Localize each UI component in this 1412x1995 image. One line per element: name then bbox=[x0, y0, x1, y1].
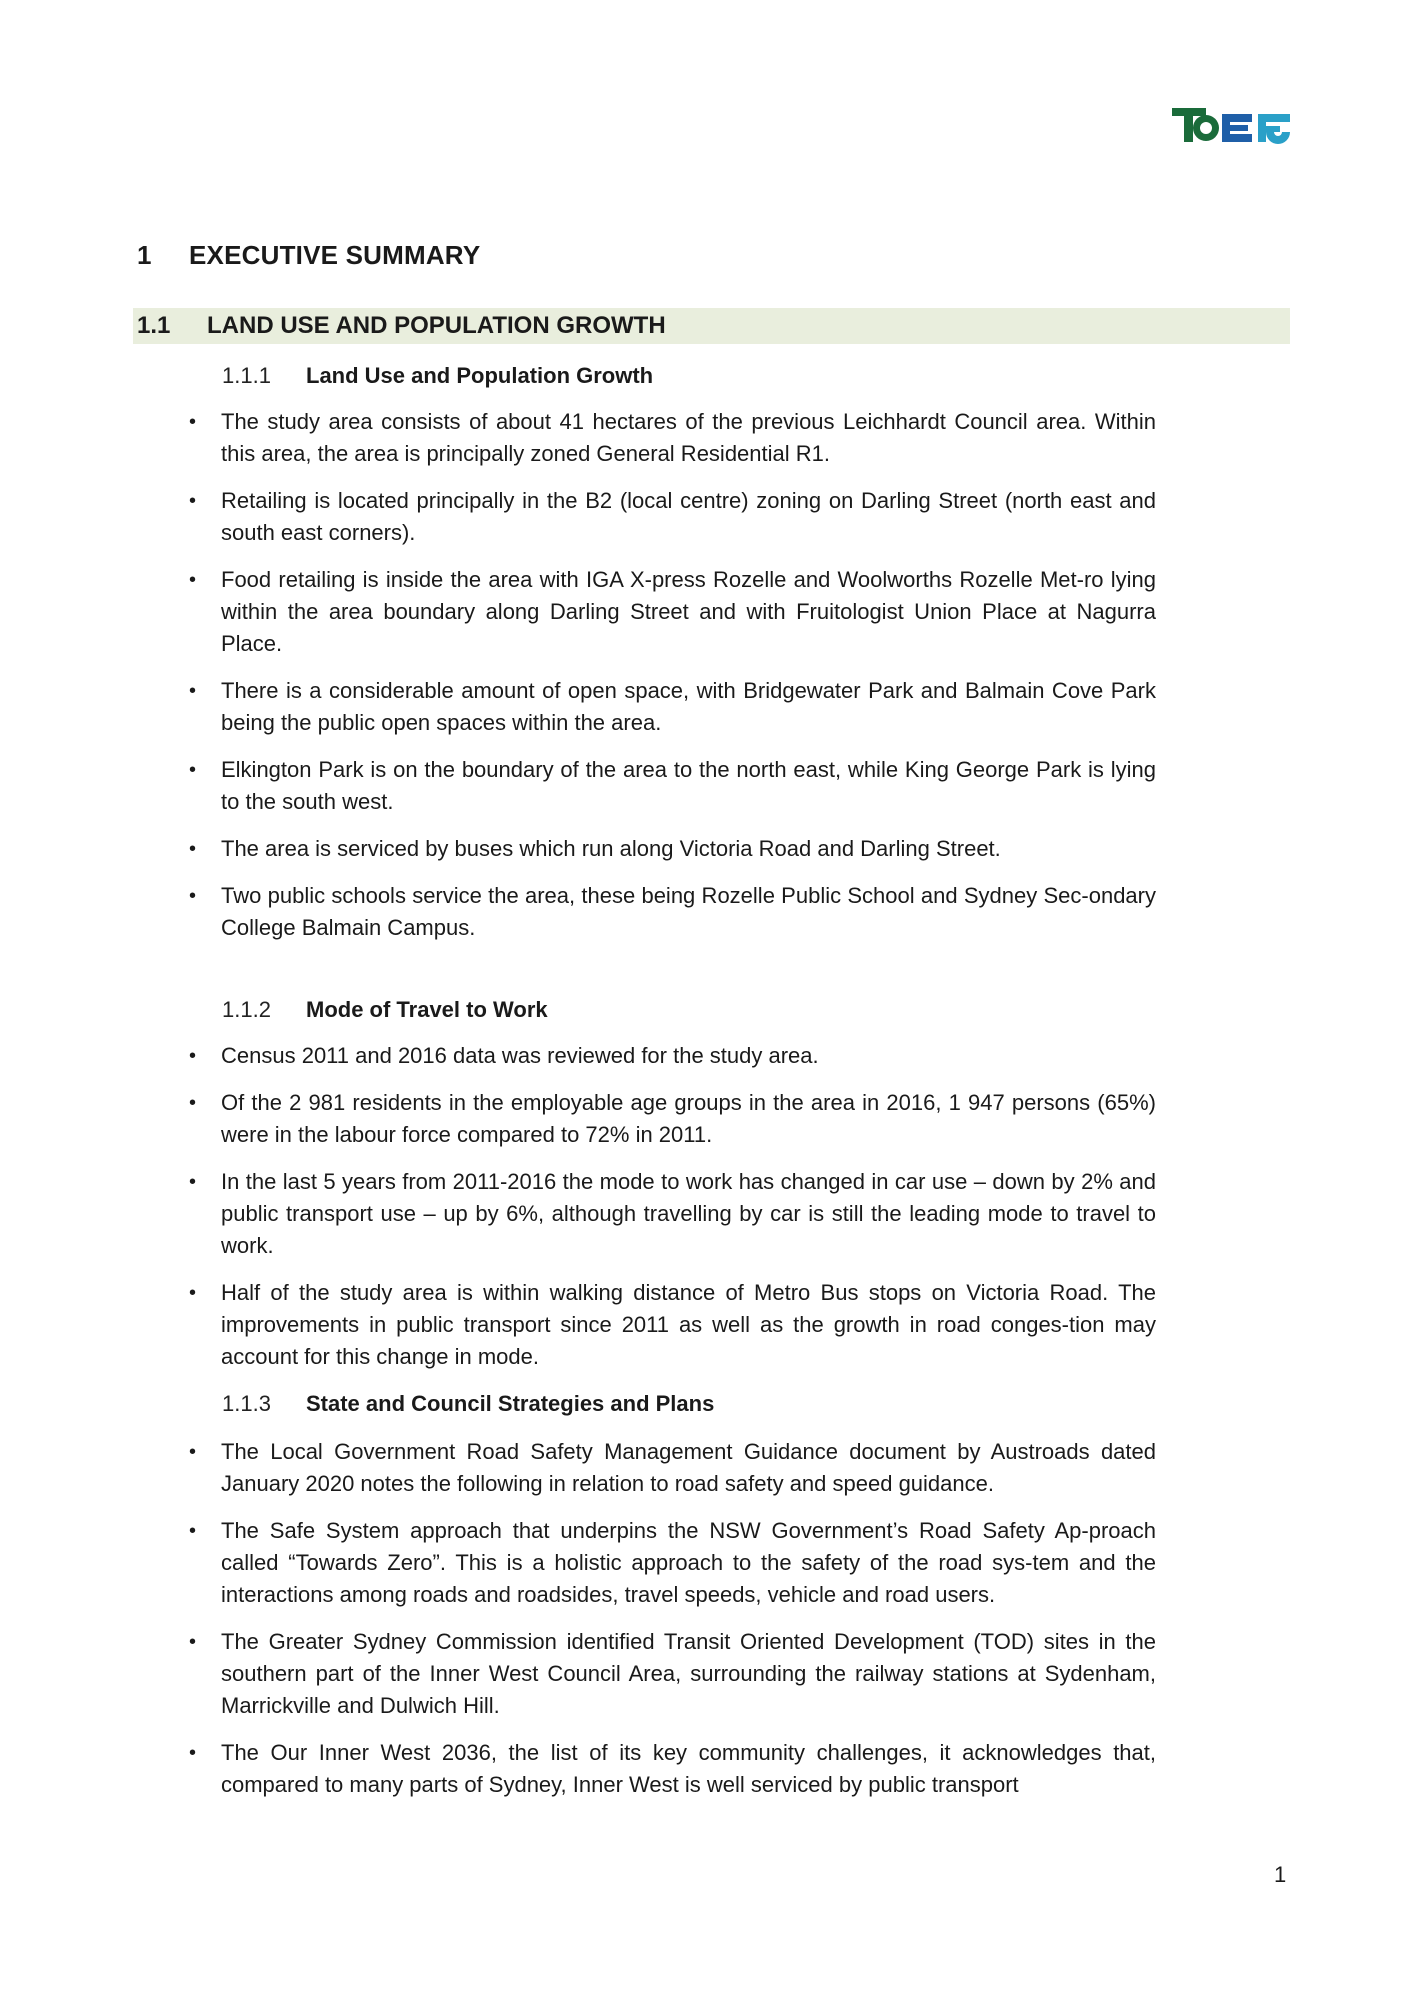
bullet-icon: • bbox=[189, 1631, 197, 1653]
list-item bbox=[189, 880, 1156, 944]
bullet-icon: • bbox=[189, 680, 197, 702]
bullet-icon: • bbox=[189, 1742, 197, 1764]
bullet-icon: • bbox=[189, 1520, 197, 1542]
list-item-text: Food retailing is inside the area with IGA X-press Rozelle and Woolworths Rozelle Met-ro lying within the area boundary along Darling Street and with Fruitologist Union Place at Nagurra Place. bbox=[221, 567, 1156, 656]
list-item bbox=[189, 1040, 1156, 1072]
list-item bbox=[189, 1277, 1156, 1373]
heading-title: EXECUTIVE SUMMARY bbox=[189, 240, 481, 270]
bullet-icon: • bbox=[189, 1171, 197, 1193]
list-item bbox=[189, 675, 1156, 739]
list-item-text: In the last 5 years from 2011-2016 the mode to work has changed in car use – down by 2% and public transport use – up by 6%, although travelling by car is still the leading mode to travel to work. bbox=[221, 1169, 1156, 1258]
list-item-text: The area is serviced by buses which run along Victoria Road and Darling Street. bbox=[221, 836, 1001, 861]
list-item-text: Half of the study area is within walking distance of Metro Bus stops on Victoria Road. The improvements in public transport since 2011 as well as the growth in road conges-tion may account for this change in mode. bbox=[221, 1280, 1156, 1369]
list-item bbox=[189, 564, 1156, 660]
section-heading-1 bbox=[137, 240, 480, 271]
subsection-title: Mode of Travel to Work bbox=[306, 997, 548, 1022]
bullet-list bbox=[0, 1040, 1156, 1388]
list-item-text: Retailing is located principally in the B2 (local centre) zoning on Darling Street (north east and south east corners). bbox=[221, 488, 1156, 545]
list-item-text: There is a considerable amount of open space, with Bridgewater Park and Balmain Cove Park being the public open spaces within the area. bbox=[221, 678, 1156, 735]
subsection-number: 1.1.1 bbox=[222, 363, 271, 388]
bullet-icon: • bbox=[189, 1441, 197, 1463]
company-logo bbox=[1170, 104, 1292, 144]
section-heading-2 bbox=[133, 308, 1290, 344]
subsection-number: 1.1.3 bbox=[222, 1391, 271, 1416]
bullet-icon: • bbox=[189, 885, 197, 907]
bullet-icon: • bbox=[189, 1092, 197, 1114]
list-item bbox=[189, 1166, 1156, 1262]
list-item bbox=[189, 1626, 1156, 1722]
list-item bbox=[189, 1436, 1156, 1500]
list-item-text: Census 2011 and 2016 data was reviewed for the study area. bbox=[221, 1043, 819, 1068]
subsection-heading bbox=[222, 995, 548, 1025]
heading-number: 1 bbox=[137, 240, 152, 270]
bullet-icon: • bbox=[189, 411, 197, 433]
list-item-text: The Greater Sydney Commission identified Transit Oriented Development (TOD) sites in the southern part of the Inner West Council Area, surrounding the railway stations at Sydenham, Marrickville and Dulwich Hill. bbox=[221, 1629, 1156, 1718]
list-item-text: The Local Government Road Safety Management Guidance document by Austroads dated January 2020 notes the following in relation to road safety and speed guidance. bbox=[221, 1439, 1156, 1496]
heading-number: 1.1 bbox=[137, 312, 171, 339]
list-item bbox=[189, 406, 1156, 470]
bullet-icon: • bbox=[189, 569, 197, 591]
list-item-text: The Safe System approach that underpins the NSW Government’s Road Safety Ap-proach called “Towards Zero”. This is a holistic approach to the safety of the road sys-tem and the interactions among roads and roadsides, travel speeds, vehicle and road users. bbox=[221, 1518, 1156, 1607]
heading-title: LAND USE AND POPULATION GROWTH bbox=[207, 312, 666, 339]
list-item bbox=[189, 1515, 1156, 1611]
list-item bbox=[189, 754, 1156, 818]
list-item-text: Two public schools service the area, these being Rozelle Public School and Sydney Sec-ondary College Balmain Campus. bbox=[221, 883, 1156, 940]
page-number: 1 bbox=[1274, 1862, 1287, 1887]
subsection-title: State and Council Strategies and Plans bbox=[306, 1391, 715, 1416]
bullet-list bbox=[0, 1436, 1156, 1816]
subsection-heading bbox=[222, 361, 653, 391]
subsection-title: Land Use and Population Growth bbox=[306, 363, 654, 388]
bullet-icon: • bbox=[189, 1045, 197, 1067]
subsection-heading bbox=[222, 1389, 714, 1419]
list-item-text: The Our Inner West 2036, the list of its key community challenges, it acknowledges that, compared to many parts of Sydney, Inner West is well serviced by public transport bbox=[221, 1740, 1156, 1797]
bullet-list bbox=[0, 406, 1156, 959]
bullet-icon: • bbox=[189, 1282, 197, 1304]
list-item-text: Of the 2 981 residents in the employable age groups in the area in 2016, 1 947 persons (65%) were in the labour force compared to 72% in 2011. bbox=[221, 1090, 1156, 1147]
list-item bbox=[189, 833, 1156, 865]
bullet-icon: • bbox=[189, 838, 197, 860]
list-item bbox=[189, 1087, 1156, 1151]
list-item-text: The study area consists of about 41 hectares of the previous Leichhardt Council area. Within this area, the area is principally zoned General Residential R1. bbox=[221, 409, 1156, 466]
list-item bbox=[189, 485, 1156, 549]
subsection-number: 1.1.2 bbox=[222, 997, 271, 1022]
bullet-icon: • bbox=[189, 490, 197, 512]
list-item bbox=[189, 1737, 1156, 1801]
bullet-icon: • bbox=[189, 759, 197, 781]
list-item-text: Elkington Park is on the boundary of the area to the north east, while King George Park is lying to the south west. bbox=[221, 757, 1156, 814]
